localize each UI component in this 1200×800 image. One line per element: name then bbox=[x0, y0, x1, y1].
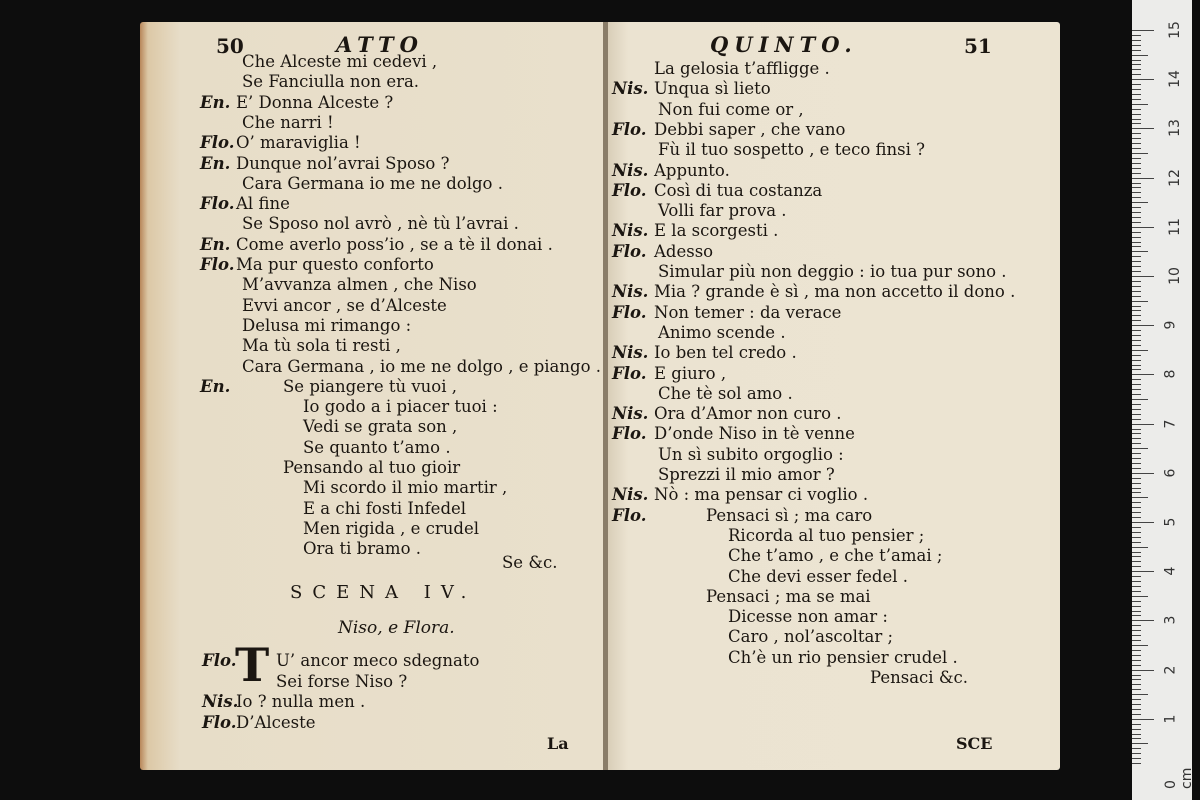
verse-line: Io godo a i piacer tuoi : bbox=[303, 397, 498, 417]
ruler-tick bbox=[1132, 183, 1141, 184]
ruler-tick bbox=[1132, 143, 1141, 144]
ruler-tick bbox=[1132, 168, 1141, 169]
ruler-tick bbox=[1132, 552, 1141, 553]
ruler-tick bbox=[1132, 424, 1154, 425]
ruler-tick bbox=[1132, 743, 1148, 744]
ruler-tick bbox=[1132, 291, 1141, 292]
speaker-label: Nis. bbox=[612, 343, 649, 363]
ruler-label: 3 bbox=[1162, 615, 1179, 625]
scene-persons: Niso, e Flora. bbox=[338, 618, 455, 638]
ruler-tick bbox=[1132, 625, 1141, 626]
verse-line: Nò : ma pensar ci voglio . bbox=[654, 485, 869, 505]
verse-line: Fù il tuo sospetto , e teco finsi ? bbox=[658, 140, 925, 160]
ruler-tick bbox=[1132, 202, 1148, 203]
verse-line: Adesso bbox=[654, 241, 714, 261]
ruler-tick bbox=[1132, 679, 1141, 680]
ruler-tick bbox=[1132, 296, 1141, 297]
ruler-tick bbox=[1132, 281, 1141, 282]
verse-line: Così di tua costanza bbox=[654, 180, 823, 200]
ruler-tick bbox=[1132, 404, 1141, 405]
verse-line: Ora d’Amor non curo . bbox=[654, 404, 842, 424]
ruler-tick bbox=[1132, 522, 1154, 523]
verse-line: Sprezzi il mio amor ? bbox=[658, 465, 835, 484]
page-number-left: 50 bbox=[216, 34, 244, 58]
running-header-left: ATTO bbox=[336, 32, 424, 57]
verse-line: Ricorda al tuo pensier ; bbox=[728, 525, 925, 545]
verse-line: La gelosia t’affligge . bbox=[654, 59, 830, 78]
ruler-tick bbox=[1132, 79, 1154, 80]
ruler-tick bbox=[1132, 315, 1141, 316]
ruler-tick bbox=[1132, 502, 1141, 503]
ruler-tick bbox=[1132, 35, 1141, 36]
ruler-tick bbox=[1132, 478, 1141, 479]
verse-line: Come averlo poss’io , se a tè il donai . bbox=[236, 234, 553, 254]
ruler-tick bbox=[1132, 148, 1141, 149]
ruler-tick bbox=[1132, 556, 1141, 557]
ruler-tick bbox=[1132, 620, 1154, 621]
ruler-tick bbox=[1132, 84, 1141, 85]
ruler-label: 4 bbox=[1162, 566, 1179, 576]
speaker-label: Nis. bbox=[202, 692, 239, 711]
ruler-tick bbox=[1132, 389, 1141, 390]
ruler-tick bbox=[1132, 394, 1141, 395]
verse-line: Delusa mi rimango : bbox=[242, 315, 412, 335]
speaker-label: Flo. bbox=[200, 194, 235, 214]
verse-line: Se Sposo nol avrò , nè tù l’avrai . bbox=[242, 214, 519, 234]
verse-line: Dicesse non amar : bbox=[728, 607, 888, 627]
ruler-tick bbox=[1132, 212, 1141, 213]
speaker-label: Flo. bbox=[612, 180, 647, 200]
ruler-tick bbox=[1132, 374, 1154, 375]
speaker-label: Flo. bbox=[200, 255, 235, 274]
ruler-tick bbox=[1132, 60, 1141, 61]
ruler-tick bbox=[1132, 719, 1154, 720]
verse-line: Caro , nol’ascoltar ; bbox=[728, 627, 894, 647]
ruler-tick bbox=[1132, 350, 1148, 351]
ruler-tick bbox=[1132, 69, 1141, 70]
ruler-tick bbox=[1132, 630, 1141, 631]
verse-line: Evvi ancor , se d’Alceste bbox=[242, 295, 447, 315]
catchword-right: SCE bbox=[956, 734, 993, 753]
ruler-tick bbox=[1132, 704, 1141, 705]
ruler-tick bbox=[1132, 433, 1141, 434]
ruler-tick bbox=[1132, 197, 1141, 198]
speaker-label: En. bbox=[200, 376, 231, 396]
ruler-tick bbox=[1132, 335, 1141, 336]
ruler-label: 10 bbox=[1166, 267, 1183, 285]
speaker-label: En. bbox=[200, 234, 231, 254]
ruler-tick bbox=[1132, 507, 1141, 508]
ruler-tick bbox=[1132, 409, 1141, 410]
ruler-tick bbox=[1132, 429, 1141, 430]
speaker-label: Nis. bbox=[612, 160, 649, 180]
ruler-tick bbox=[1132, 237, 1141, 238]
verse-line: Dunque nol’avrai Sposo ? bbox=[236, 153, 450, 173]
verse-line: Vedi se grata son , bbox=[303, 417, 458, 437]
verse-line: Se quanto t’amo . bbox=[303, 437, 451, 457]
verse-line: Al fine bbox=[236, 194, 290, 214]
measurement-ruler bbox=[1132, 0, 1195, 800]
speaker-label: Flo. bbox=[612, 424, 647, 444]
ruler-tick bbox=[1132, 256, 1141, 257]
ruler-tick bbox=[1132, 483, 1141, 484]
ruler-tick bbox=[1132, 453, 1141, 454]
ruler-label: 11 bbox=[1166, 217, 1183, 236]
ruler-tick bbox=[1132, 64, 1141, 65]
verse-line: Non fui come or , bbox=[658, 99, 804, 119]
verse-line: Cara Germana , io me ne dolgo , e piango . bbox=[242, 356, 601, 376]
ruler-tick bbox=[1132, 438, 1141, 439]
ruler-tick bbox=[1132, 345, 1141, 346]
ruler-tick bbox=[1132, 492, 1141, 493]
speaker-label: Nis. bbox=[612, 282, 649, 302]
ruler-tick bbox=[1132, 173, 1141, 174]
ruler-label: 7 bbox=[1162, 419, 1179, 429]
verse-line: Che narri ! bbox=[242, 112, 334, 132]
verse-line: E giuro , bbox=[654, 363, 727, 383]
ruler-tick bbox=[1132, 645, 1148, 646]
ruler-tick bbox=[1132, 55, 1148, 56]
verse-line: Io ? nulla men . bbox=[236, 692, 366, 711]
speaker-label: Flo. bbox=[202, 651, 237, 670]
ruler-tick bbox=[1132, 640, 1141, 641]
ruler-tick bbox=[1132, 684, 1141, 685]
ruler-tick bbox=[1132, 133, 1141, 134]
ruler-tick bbox=[1132, 670, 1154, 671]
ruler-tick bbox=[1132, 650, 1141, 651]
speaker-label: Nis. bbox=[612, 79, 649, 99]
verse-line: Che tè sol amo . bbox=[658, 383, 793, 403]
speaker-label: Flo. bbox=[612, 302, 647, 322]
speaker-label: En. bbox=[200, 153, 231, 173]
ruler-tick bbox=[1132, 246, 1141, 247]
ruler-tick bbox=[1132, 734, 1141, 735]
ruler-tick bbox=[1132, 340, 1141, 341]
ruler-tick bbox=[1132, 488, 1141, 489]
ruler-tick bbox=[1132, 99, 1141, 100]
verse-line: Che devi esser fedel . bbox=[728, 566, 908, 586]
ruler-tick bbox=[1132, 689, 1141, 690]
ruler-tick bbox=[1132, 709, 1141, 710]
verse-line: E a chi fosti Infedel bbox=[303, 498, 467, 518]
ruler-tick bbox=[1132, 473, 1154, 474]
ruler-tick bbox=[1132, 360, 1141, 361]
ruler-tick bbox=[1132, 330, 1141, 331]
ruler-tick bbox=[1132, 355, 1141, 356]
ruler-label: 15 bbox=[1166, 21, 1183, 39]
ruler-tick bbox=[1132, 40, 1141, 41]
verse-line: Volli far prova . bbox=[658, 201, 787, 221]
verse-line: Pensaci sì ; ma caro bbox=[706, 505, 873, 525]
speaker-label: Flo. bbox=[612, 119, 647, 139]
ruler-tick bbox=[1132, 207, 1141, 208]
ruler-tick bbox=[1132, 163, 1141, 164]
ruler-tick bbox=[1132, 138, 1141, 139]
ruler-tick bbox=[1132, 532, 1141, 533]
ruler-tick bbox=[1132, 242, 1141, 243]
ruler-tick bbox=[1132, 615, 1141, 616]
ruler-tick bbox=[1132, 675, 1141, 676]
speaker-label: Nis. bbox=[612, 404, 649, 424]
ruler-tick bbox=[1132, 517, 1141, 518]
ruler-tick bbox=[1132, 419, 1141, 420]
ruler-tick bbox=[1132, 635, 1141, 636]
verse-line: Debbi saper , che vano bbox=[654, 119, 846, 139]
ruler-tick bbox=[1132, 729, 1141, 730]
verse-line: U’ ancor meco sdegnato bbox=[276, 651, 480, 670]
verse-line: D’Alceste bbox=[236, 712, 316, 732]
verse-line: Animo scende . bbox=[658, 322, 786, 342]
ruler-tick bbox=[1132, 512, 1141, 513]
verse-line: Un sì subito orgoglio : bbox=[658, 444, 844, 464]
speaker-label: Flo. bbox=[202, 712, 237, 732]
ruler-tick bbox=[1132, 458, 1141, 459]
speaker-label: Nis. bbox=[612, 221, 649, 241]
speaker-label: Flo. bbox=[612, 363, 647, 383]
verse-line: Unqua sì lieto bbox=[654, 79, 771, 99]
ruler-tick bbox=[1132, 153, 1148, 154]
drop-capital: T bbox=[235, 638, 270, 692]
ruler-tick bbox=[1132, 227, 1154, 228]
verse-line: Pensaci ; ma se mai bbox=[706, 586, 871, 606]
ruler-tick bbox=[1132, 463, 1141, 464]
verse-line: Che Alceste mi cedevi , bbox=[242, 52, 438, 71]
ruler-tick bbox=[1132, 748, 1141, 749]
verse-line: Se piangere tù vuoi , bbox=[283, 376, 457, 396]
ruler-tick bbox=[1132, 271, 1141, 272]
ruler-tick bbox=[1132, 566, 1141, 567]
ruler-tick bbox=[1132, 448, 1148, 449]
verse-line: Che t’amo , e che t’amai ; bbox=[728, 546, 943, 566]
ruler-tick bbox=[1132, 320, 1141, 321]
ruler-tick bbox=[1132, 310, 1141, 311]
ruler-tick bbox=[1132, 187, 1141, 188]
verse-line: E la scorgesti . bbox=[654, 221, 779, 241]
ruler-tick bbox=[1132, 379, 1141, 380]
verse-line: Mi scordo il mio martir , bbox=[303, 478, 508, 498]
ruler-tick bbox=[1132, 753, 1141, 754]
verse-line: Pensaci &c. bbox=[870, 668, 968, 687]
ruler-tick bbox=[1132, 45, 1141, 46]
speaker-label: Flo. bbox=[612, 505, 647, 525]
page-number-right: 51 bbox=[964, 34, 992, 58]
verse-line: Appunto. bbox=[654, 160, 730, 180]
ruler-tick bbox=[1132, 94, 1141, 95]
ruler-tick bbox=[1132, 178, 1154, 179]
ruler-tick bbox=[1132, 123, 1141, 124]
ruler-tick bbox=[1132, 384, 1141, 385]
ruler-tick bbox=[1132, 222, 1141, 223]
se-etc-mark: Se &c. bbox=[502, 553, 558, 572]
ruler-tick bbox=[1132, 497, 1148, 498]
ruler-tick bbox=[1132, 104, 1148, 105]
ruler-tick bbox=[1132, 596, 1148, 597]
verse-line: Pensando al tuo gioir bbox=[283, 458, 461, 477]
verse-line: E’ Donna Alceste ? bbox=[236, 92, 394, 112]
ruler-tick bbox=[1132, 665, 1141, 666]
ruler-tick bbox=[1132, 365, 1141, 366]
ruler-tick bbox=[1132, 325, 1154, 326]
ruler-label: 2 bbox=[1162, 665, 1179, 675]
verse-line: Ma tù sola ti resti , bbox=[242, 336, 401, 356]
ruler-label: 1 bbox=[1162, 714, 1179, 724]
verse-line: Ma pur questo conforto bbox=[236, 255, 434, 274]
ruler-tick bbox=[1132, 468, 1141, 469]
ruler-tick bbox=[1132, 655, 1141, 656]
ruler-tick bbox=[1132, 276, 1154, 277]
verse-line: D’onde Niso in tè venne bbox=[654, 424, 855, 444]
verse-line: Sei forse Niso ? bbox=[276, 671, 408, 691]
ruler-tick bbox=[1132, 251, 1148, 252]
ruler-tick bbox=[1132, 50, 1141, 51]
ruler-label: 13 bbox=[1166, 119, 1183, 138]
ruler-tick bbox=[1132, 109, 1141, 110]
ruler-label: 14 bbox=[1166, 70, 1183, 89]
ruler-tick bbox=[1132, 601, 1141, 602]
ruler-tick bbox=[1132, 158, 1141, 159]
left-page bbox=[140, 22, 606, 770]
ruler-label: 8 bbox=[1162, 369, 1179, 379]
ruler-tick bbox=[1132, 714, 1141, 715]
ruler-tick bbox=[1132, 301, 1148, 302]
ruler-tick bbox=[1132, 414, 1141, 415]
ruler-tick bbox=[1132, 266, 1141, 267]
ruler-tick bbox=[1132, 192, 1141, 193]
ruler-tick bbox=[1132, 591, 1141, 592]
verse-line: Cara Germana io me ne dolgo . bbox=[242, 173, 503, 193]
ruler-tick bbox=[1132, 30, 1154, 31]
ruler-tick bbox=[1132, 232, 1141, 233]
ruler-tick bbox=[1132, 306, 1141, 307]
ruler-tick bbox=[1132, 758, 1141, 759]
ruler-tick bbox=[1132, 581, 1141, 582]
ruler-tick bbox=[1132, 443, 1141, 444]
ruler-tick bbox=[1132, 119, 1141, 120]
ruler-tick bbox=[1132, 660, 1141, 661]
ruler-tick bbox=[1132, 763, 1141, 764]
ruler-tick bbox=[1132, 537, 1141, 538]
ruler-tick bbox=[1132, 576, 1141, 577]
ruler-tick bbox=[1132, 527, 1141, 528]
ruler-tick bbox=[1132, 369, 1141, 370]
ruler-tick bbox=[1132, 89, 1141, 90]
verse-line: M’avvanza almen , che Niso bbox=[242, 275, 477, 295]
speaker-label: Nis. bbox=[612, 485, 649, 505]
ruler-tick bbox=[1132, 699, 1141, 700]
scene-heading: SCENA IV. bbox=[290, 582, 477, 603]
ruler-tick bbox=[1132, 611, 1141, 612]
ruler-tick bbox=[1132, 261, 1141, 262]
ruler-tick bbox=[1132, 286, 1141, 287]
ruler-tick bbox=[1132, 74, 1141, 75]
verse-line: Non temer : da verace bbox=[654, 302, 842, 322]
verse-line: Simular più non deggio : io tua pur sono . bbox=[658, 262, 1007, 281]
speaker-label: En. bbox=[200, 92, 231, 112]
ruler-tick bbox=[1132, 738, 1141, 739]
ruler-tick bbox=[1132, 586, 1141, 587]
verse-line: Men rigida , e crudel bbox=[303, 518, 480, 538]
running-header-right: QUINTO. bbox=[710, 32, 858, 57]
verse-line: Se Fanciulla non era. bbox=[242, 72, 420, 92]
ruler-tick bbox=[1132, 561, 1141, 562]
ruler-tick bbox=[1132, 694, 1148, 695]
ruler-tick bbox=[1132, 724, 1141, 725]
ruler-tick bbox=[1132, 128, 1154, 129]
speaker-label: Flo. bbox=[200, 133, 235, 153]
ruler-tick bbox=[1132, 399, 1148, 400]
ruler-label: 9 bbox=[1162, 320, 1179, 330]
ruler-label: 6 bbox=[1162, 468, 1179, 478]
verse-line: Ch’è un rio pensier crudel . bbox=[728, 647, 958, 667]
verse-line: Mia ? grande è sì , ma non accetto il dono . bbox=[654, 282, 1016, 302]
speaker-label: Flo. bbox=[612, 241, 647, 261]
catchword-left: La bbox=[547, 734, 569, 753]
verse-line: Ora ti bramo . bbox=[303, 539, 422, 559]
ruler-tick bbox=[1132, 547, 1148, 548]
verse-line: O’ maraviglia ! bbox=[236, 133, 361, 153]
ruler-label: 5 bbox=[1162, 517, 1179, 527]
ruler-tick bbox=[1132, 571, 1154, 572]
ruler-label: 12 bbox=[1166, 168, 1183, 187]
ruler-tick bbox=[1132, 542, 1141, 543]
right-page bbox=[608, 22, 1060, 770]
verse-line: Io ben tel credo . bbox=[654, 343, 797, 363]
ruler-tick bbox=[1132, 114, 1141, 115]
ruler-label: 0 cm bbox=[1163, 767, 1195, 789]
ruler-tick bbox=[1132, 217, 1141, 218]
ruler-tick bbox=[1132, 606, 1141, 607]
